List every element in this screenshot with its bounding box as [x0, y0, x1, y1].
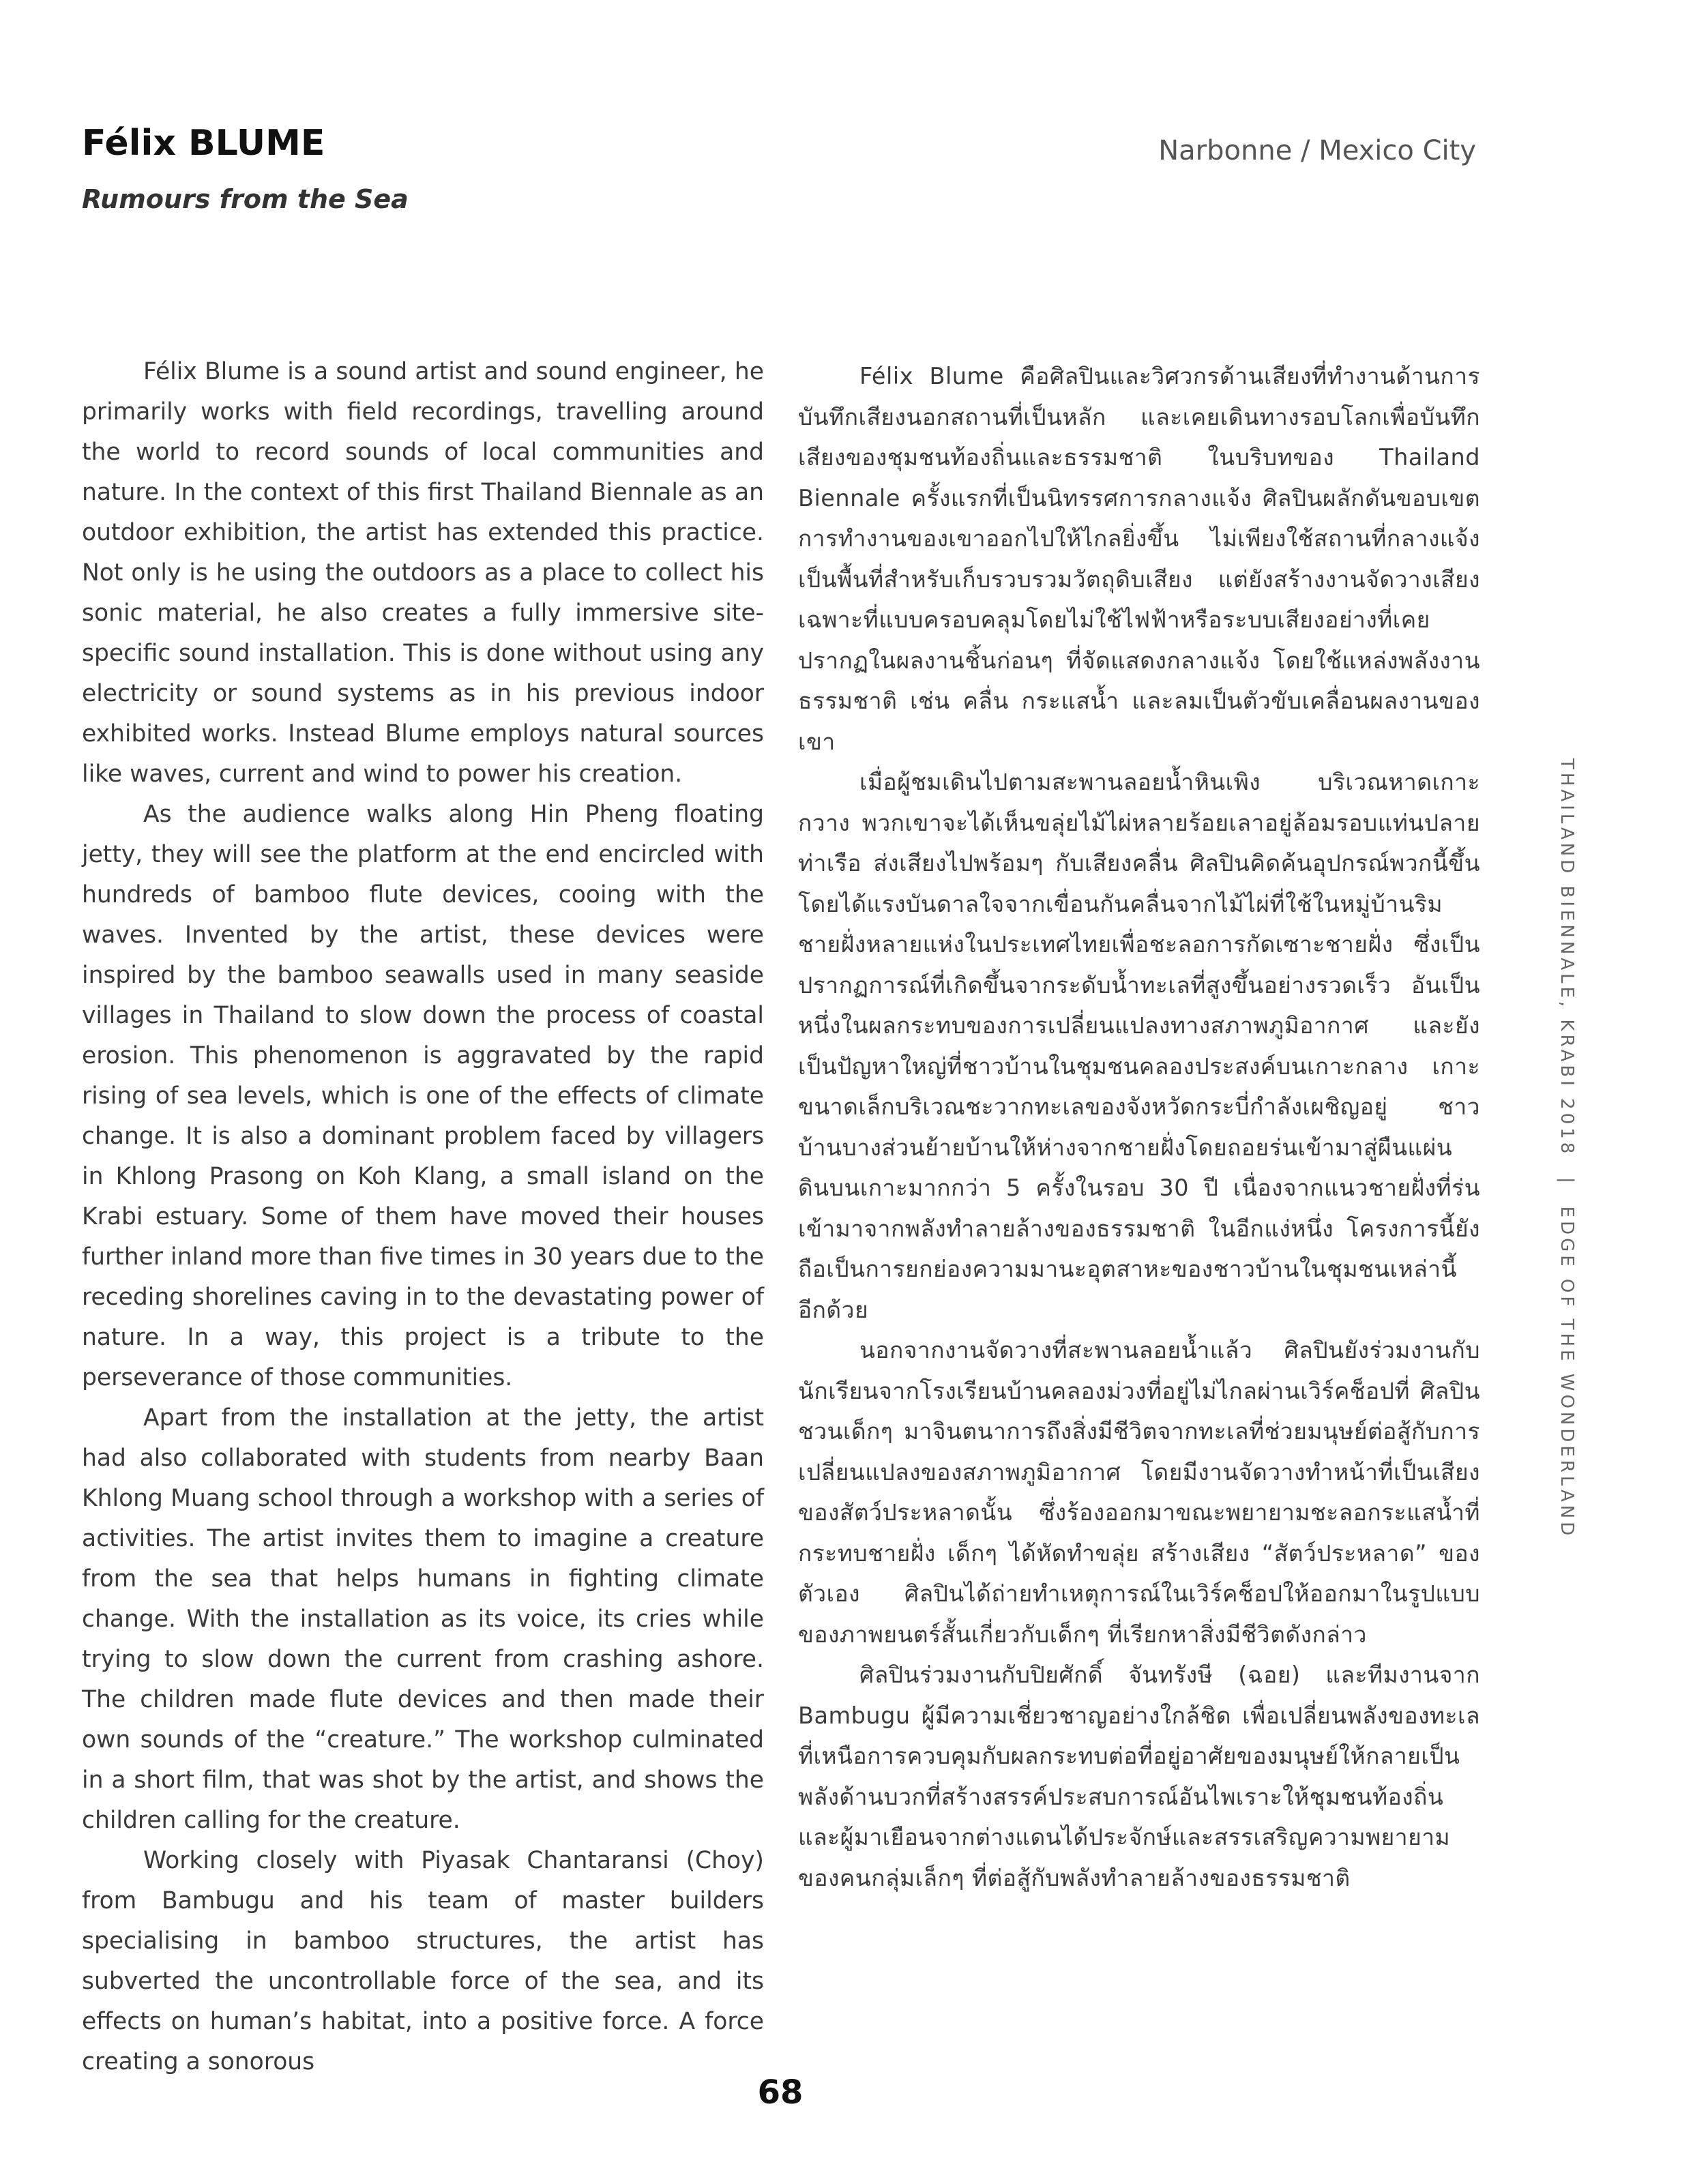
work-title: Rumours from the Sea	[82, 184, 409, 214]
thai-paragraph: นอกจากงานจัดวางที่สะพานลอยน้ำแล้ว ศิลปินยังร่วมงานกับนักเรียนจากโรงเรียนบ้านคลองม่วงที่อยู่ไม่ไกลผ่านเวิร์คช็อปที่ ศิลปินชวนเด็กๆ มาจินตนาการถึงสิ่งมีชีวิตจากทะเลที่ช่วยมนุษย์ต่อสู้กับการเปลี่ยนแปลงของสภาพภูมิอากาศ โดยมีงานจัดวางทำหน้าที่เป็นเสียงของสัตว์ประหลาดนั้น ซึ่งร้องออกมาขณะพยายามชะลอกระแสน้ำที่กระทบชายฝั่ง เด็กๆ ได้หัดทำขลุ่ย สร้างเสียง “สัตว์ประหลาด” ของตัวเอง ศิลปินได้ถ่ายทำเหตุการณ์ในเวิร์คช็อปให้ออกมาในรูปแบบของภาพยนตร์สั้นเกี่ยวกับเด็กๆ ที่เรียกหาสิ่งมีชีวิตดังกล่าว	[798, 1337, 1480, 1648]
biennale-side-label	[1557, 758, 1577, 1539]
page-number: 68	[757, 2073, 804, 2112]
english-paragraph: Apart from the installation at the jetty, the artist had also collaborated with students from nearby Baan Khlong Muang school through a workshop with a series of activities. The artist invites them to imagine a creature from the sea that helps humans in fighting climate change. With the installation as its voice, its cries while trying to slow down the current from crashing ashore. The children made flute devices and then made their own sounds of the “creature.” The workshop culminated in a short film, that was shot by the artist, and shows the children calling for the creature.	[82, 1404, 764, 1834]
thai-paragraph: เมื่อผู้ชมเดินไปตามสะพานลอยน้ำหินเพิง บริเวณหาดเกาะกวาง พวกเขาจะได้เห็นขลุ่ยไม้ไผ่หลายร้อยเลาอยู่ล้อมรอบแท่นปลายท่าเรือ ส่งเสียงไปพร้อมๆ กับเสียงคลื่น ศิลปินคิดค้นอุปกรณ์พวกนี้ขึ้นโดยได้แรงบันดาลใจจากเขื่อนกันคลื่นจากไม้ไผ่ที่ใช้ในหมู่บ้านริมชายฝั่งหลายแห่งในประเทศไทยเพื่อชะลอการกัดเซาะชายฝั่ง ซึ่งเป็นปรากฏการณ์ที่เกิดขึ้นจากระดับน้ำทะเลที่สูงขึ้นอย่างรวดเร็ว อันเป็นหนึ่งในผลกระทบของการเปลี่ยนแปลงทางสภาพภูมิอากาศ และยังเป็นปัญหาใหญ่ที่ชาวบ้านในชุมชนคลองประสงค์บนเกาะกลาง เกาะขนาดเล็กบริเวณชะวากทะเลของจังหวัดกระบี่กำลังเผชิญอยู่ ชาวบ้านบางส่วนย้ายบ้านให้ห่างจากชายฝั่งโดยถอยร่นเข้ามาสู่ผืนแผ่นดินบนเกาะมากกว่า 5 ครั้งในรอบ 30 ปี เนื่องจากแนวชายฝั่งที่ร่นเข้ามาจากพลังทำลายล้างของธรรมชาติ ในอีกแง่หนึ่ง โครงการนี้ยังถือเป็นการยกย่องความมานะอุตสาหะของชาวบ้านในชุมชนเหล่านี้อีกด้วย	[798, 769, 1480, 1323]
thai-column	[798, 356, 1480, 1898]
side-label-event: THAILAND BIENNALE, KRABI 2018	[1557, 758, 1577, 1157]
artist-location: Narbonne / Mexico City	[1158, 135, 1476, 166]
side-label-separator: |	[1557, 1177, 1577, 1187]
thai-paragraph: Félix Blume คือศิลปินและวิศวกรด้านเสียงที่ทำงานด้านการบันทึกเสียงนอกสถานที่เป็นหลัก และเคยเดินทางรอบโลกเพื่อบันทึกเสียงของชุมชนท้องถิ่นและธรรมชาติ ในบริบทของ Thailand Biennale ครั้งแรกที่เป็นนิทรรศการกลางแจ้ง ศิลปินผลักดันขอบเขตการทำงานของเขาออกไปให้ไกลยิ่งขึ้น ไม่เพียงใช้สถานที่กลางแจ้งเป็นพื้นที่สำหรับเก็บรวบรวมวัตถุดิบเสียง แต่ยังสร้างงานจัดวางเสียงเฉพาะที่แบบครอบคลุมโดยไม่ใช้ไฟฟ้าหรือระบบเสียงอย่างที่เคยปรากฏในผลงานชิ้นก่อนๆ ที่จัดแสดงกลางแจ้ง โดยใช้แหล่งพลังงานธรรมชาติ เช่น คลื่น กระแสน้ำ และลมเป็นตัวขับเคลื่อนผลงานของเขา	[798, 363, 1480, 755]
artist-name: Félix BLUME	[82, 123, 325, 164]
english-paragraph: Félix Blume is a sound artist and sound engineer, he primarily works with field recordings, travelling around the world to record sounds of local communities and nature. In the context of this first Thailand Biennale as an outdoor exhibition, the artist has extended this practice. Not only is he using the outdoors as a place to collect his sonic material, he also creates a fully immersive site-specific sound installation. This is done without using any electricity or sound systems as in his previous indoor exhibited works. Instead Blume employs natural sources like waves, current and wind to power his creation.	[82, 358, 764, 788]
side-label-theme: EDGE OF THE WONDERLAND	[1557, 1206, 1577, 1539]
english-column	[82, 352, 764, 2082]
english-paragraph: As the audience walks along Hin Pheng floating jetty, they will see the platform at the end encircled with hundreds of bamboo flute devices, cooing with the waves. Invented by the artist, these devices were inspired by the bamboo seawalls used in many seaside villages in Thailand to slow down the process of coastal erosion. This phenomenon is aggravated by the rapid rising of sea levels, which is one of the effects of climate change. It is also a dominant problem faced by villagers in Khlong Prasong on Koh Klang, a small island on the Krabi estuary. Some of them have moved their houses further inland more than five times in 30 years due to the receding shorelines caving in to the devastating power of nature. In a way, this project is a tribute to the perseverance of those communities.	[82, 801, 764, 1391]
english-paragraph: Working closely with Piyasak Chantaransi (Choy) from Bambugu and his team of master builders specialising in bamboo structures, the artist has subverted the uncontrollable force of the sea, and its effects on human’s habitat, into a positive force. A force creating a sonorous	[82, 1847, 764, 2075]
thai-paragraph: ศิลปินร่วมงานกับปิยศักดิ์ จันทรังษี (ฉอย) และทีมงานจาก Bambugu ผู้มีความเชี่ยวชาญอย่างใกล้ชิด เพื่อเปลี่ยนพลังของทะเล ที่เหนือการควบคุมกับผลกระทบต่อที่อยู่อาศัยของมนุษย์ให้กลายเป็นพลังด้านบวกที่สร้างสรรค์ประสบการณ์อันไพเราะให้ชุมชนท้องถิ่นและผู้มาเยือนจากต่างแดนได้ประจักษ์และสรรเสริญความพยายามของคนกลุ่มเล็กๆ ที่ต่อสู้กับพลังทำลายล้างของธรรมชาติ	[798, 1661, 1480, 1891]
